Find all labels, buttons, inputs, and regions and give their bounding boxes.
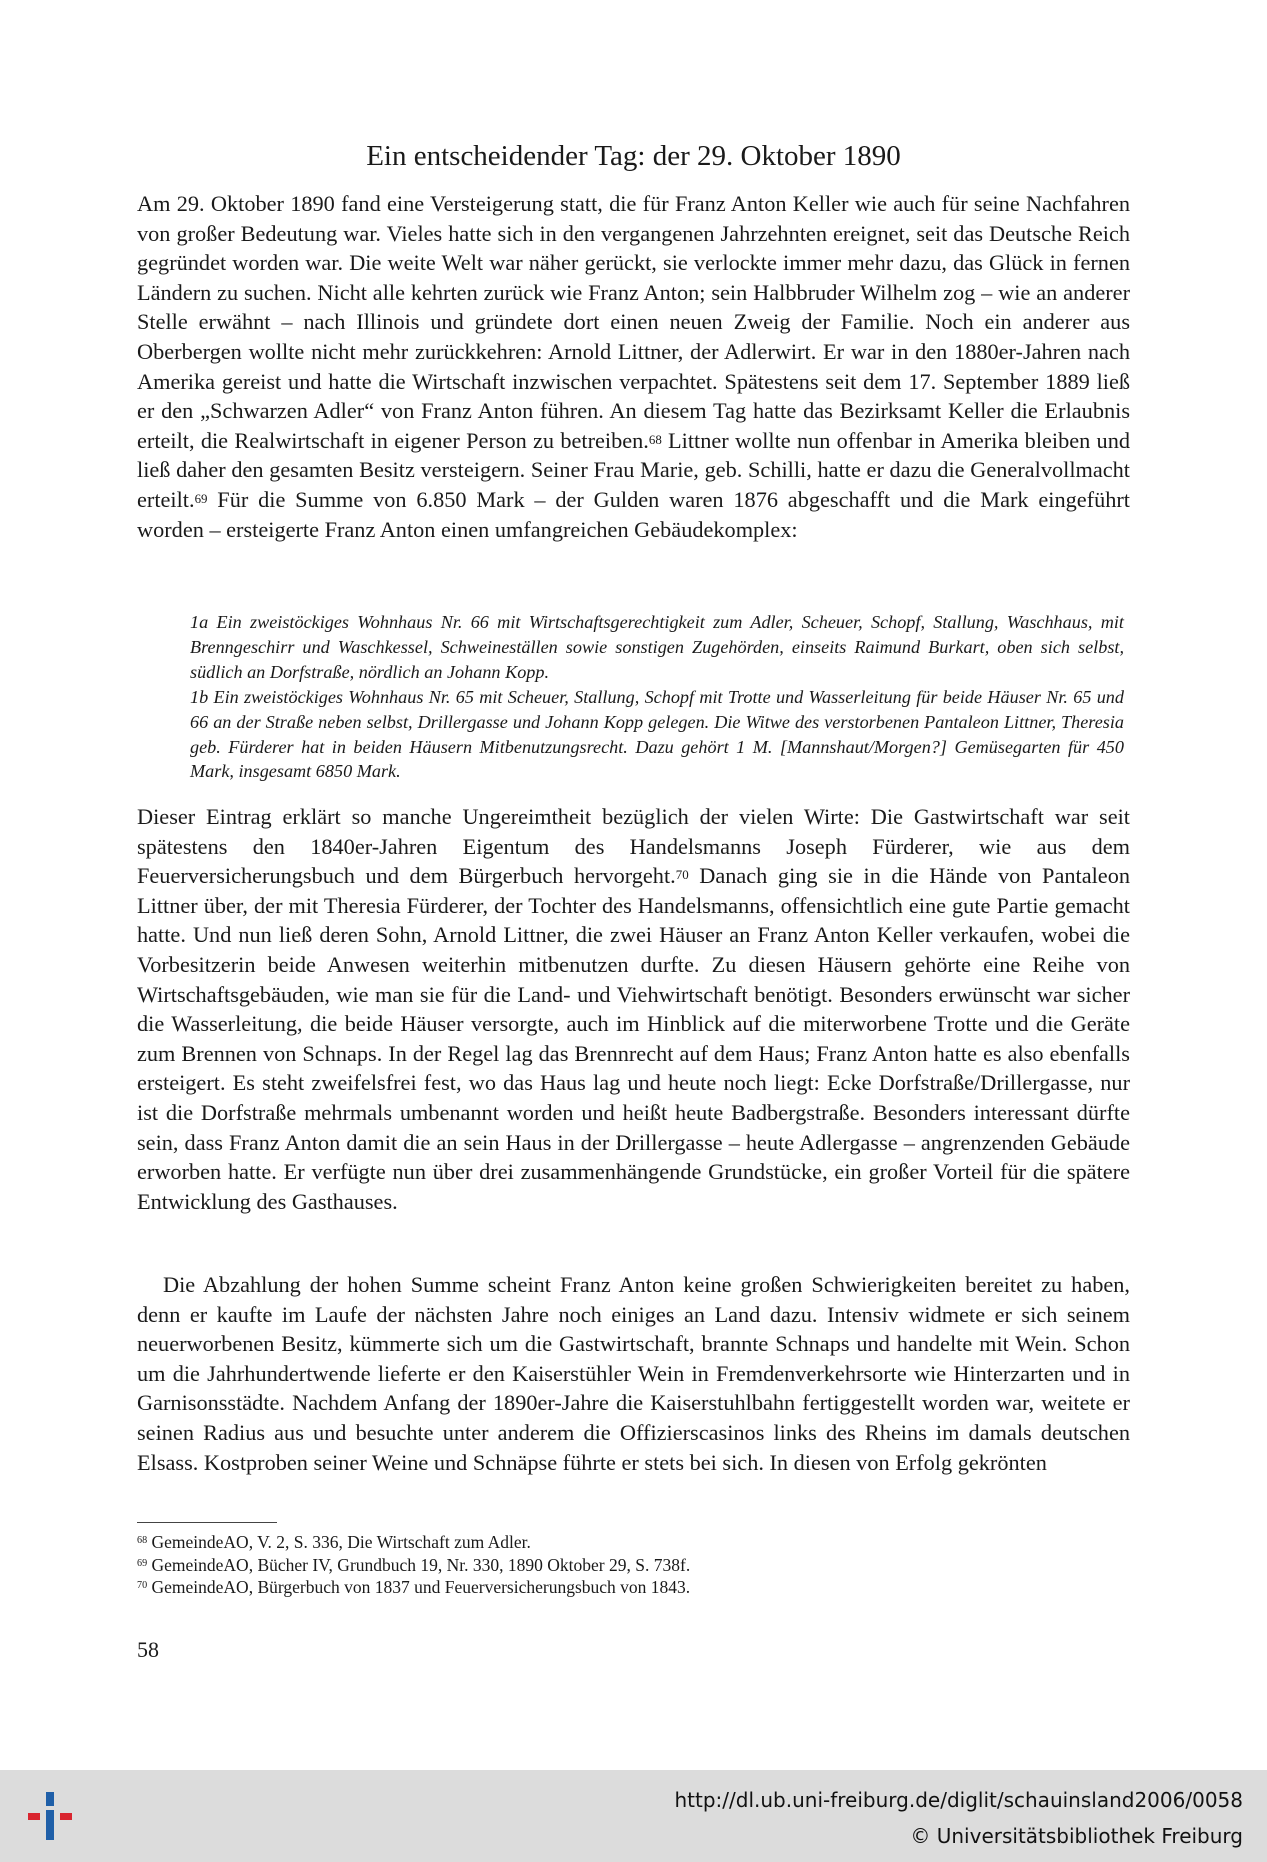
ub-freiburg-logo-icon (22, 1788, 82, 1844)
quote-item-1b: 1b Ein zweistöckiges Wohnhaus Nr. 65 mit Scheuer, Stallung, Schopf mit Trotte und Wasserleitung für beide Häuser Nr. 65 und 66 an der Straße neben selbst, Drillergasse und Johann Kopp gelegen. Die Witwe des verstorbenen Pantaleon Littner, Theresia geb. Fürderer hat in beiden Häusern Mitbenutzungsrecht. Dazu gehört 1 M. [Mannshaut/Morgen?] Gemüsegarten für 450 Mark, insgesamt 6850 Mark. (190, 686, 1124, 782)
footnote-divider (137, 1522, 277, 1523)
document-url-link[interactable]: http://dl.ub.uni-freiburg.de/diglit/schauinsland2006/0058 (674, 1788, 1243, 1812)
quote-item-1a: 1a Ein zweistöckiges Wohnhaus Nr. 66 mit Wirtschaftsgerechtigkeit zum Adler, Scheuer, Schopf, Stallung, Waschhaus, mit Brenngeschirr und Waschkessel, Schweineställen sowie sonstigen Zugehörden, einseits Raimund Burkart, oben sich selbst, südlich an Dorfstraße, nördlich an Johann Kopp. (190, 612, 1124, 682)
block-quote (190, 610, 1124, 784)
page-number: 58 (137, 1637, 159, 1662)
footnote-68 (137, 1531, 1130, 1554)
section-heading: Ein entscheidender Tag: der 29. Oktober 1890 (366, 140, 901, 172)
logo-bar-top (46, 1792, 54, 1806)
footnote-text: GemeindeAO, V. 2, S. 336, Die Wirtschaft zum Adler. (147, 1532, 531, 1552)
footnote-70 (137, 1576, 1130, 1599)
footnote-ref-69[interactable]: 69 (194, 490, 208, 506)
paragraph-1 (137, 189, 1130, 544)
footnote-text: GemeindeAO, Bürgerbuch von 1837 und Feuerversicherungsbuch von 1843. (147, 1577, 691, 1597)
footnotes (137, 1531, 1130, 1599)
footnote-number: 68 (137, 1535, 148, 1546)
logo-bar-left (28, 1813, 40, 1820)
footnote-69 (137, 1554, 1130, 1577)
logo-bar-right (60, 1813, 72, 1820)
footnote-ref-70[interactable]: 70 (675, 867, 689, 883)
paragraph-1-text-a: Am 29. Oktober 1890 fand eine Versteigerung statt, die für Franz Anton Keller wie auch für seine Nachfahren von großer Bedeutung war. Vieles hatte sich in den vergangenen Jahrzehnten ereignet, seit das Deutsche Reich gegründet worden war. Die weite Welt war näher gerückt, sie verlockte immer mehr dazu, das Glück in fernen Ländern zu suchen. Nicht alle kehrten zurück wie Franz Anton; sein Halbbruder Wilhelm zog – wie an anderer Stelle erwähnt – nach Illinois und gründete dort einen neuen Zweig der Familie. Noch ein anderer aus Oberbergen wollte nicht mehr zurückkehren: Arnold Littner, der Adlerwirt. Er war in den 1880er-Jahren nach Amerika gereist und hatte die Wirtschaft inzwischen verpachtet. Spätestens seit dem 17. September 1889 ließ er den „Schwarzen Adler“ von Franz Anton führen. An diesem Tag hatte das Bezirksamt Keller die Erlaubnis erteilt, die Realwirtschaft in eigener Person zu betreiben. (137, 191, 1130, 453)
paragraph-2 (137, 802, 1130, 1216)
footnote-text: GemeindeAO, Bücher IV, Grundbuch 19, Nr. 330, 1890 Oktober 29, S. 738f. (147, 1554, 691, 1575)
paragraph-2-text-a: Dieser Eintrag erklärt so manche Ungereimtheit bezüglich der vielen Wirte: Die Gastwirtschaft war seit spätestens den 1840er-Jahren Eigentum des Handelsmanns Joseph Fürderer, wie aus dem Feuerversicherungsbuch und dem Bürgerbuch hervorgeht. (137, 804, 1130, 889)
logo-bar-center (46, 1810, 54, 1840)
copyright-notice: © Universitätsbibliothek Freiburg (910, 1824, 1243, 1848)
paragraph-1-text-c: Für die Summe von 6.850 Mark – der Gulden waren 1876 abgeschafft und die Mark eingeführt worden – ersteigerte Franz Anton einen umfangreichen Gebäudekomplex: (137, 486, 1130, 542)
footnote-number: 70 (137, 1580, 148, 1591)
paragraph-3: Die Abzahlung der hohen Summe scheint Franz Anton keine großen Schwierigkeiten bereitet zu haben, denn er kaufte im Laufe der nächsten Jahre noch einiges an Land dazu. Intensiv widmete er sich seinem neuerworbenen Besitz, kümmerte sich um die Gastwirtschaft, brannte Schnaps und handelte mit Wein. Schon um die Jahrhundertwende lieferte er den Kaiserstühler Wein in Fremdenverkehrsorte wie Hinterzarten und in Garnisonsstädte. Nachdem Anfang der 1890er-Jahre die Kaiserstuhlbahn fertiggestellt worden war, weitete er seinen Radius aus und besuchte unter anderem die Offizierscasinos links des Rheins im damals deutschen Elsass. Kostproben seiner Weine und Schnäpse führte er stets bei sich. In diesen von Erfolg gekrönten (137, 1272, 1130, 1475)
paragraph-2-text-b: Danach ging sie in die Hände von Pantaleon Littner über, der mit Theresia Fürderer, der Tochter des Handelsmanns, offensichtlich eine gute Partie gemacht hatte. Und nun ließ deren Sohn, Arnold Littner, die zwei Häuser an Franz Anton Keller verkaufen, wobei die Vorbesitzerin beide Anwesen weiterhin mitbenutzen durfte. Zu diesen Häusern gehörte eine Reihe von Wirtschaftsgebäuden, wie man sie für die Land- und Viehwirtschaft benötigt. Besonders erwünscht war sicher die Wasserleitung, die beide Häuser versorgte, auch im Hinblick auf die miterworbene Trotte und die Geräte zum Brennen von Schnaps. In der Regel lag das Brennrecht auf dem Haus; Franz Anton hatte es also ebenfalls ersteigert. Es steht zweifelsfrei fest, wo das Haus lag und heute noch liegt: Ecke Dorfstraße/Drillergasse, nur ist die Dorfstraße mehrmals umbenannt worden und heißt heute Badbergstraße. Besonders interessant dürfte sein, dass Franz Anton damit die an sein Haus in der Drillergasse – heute Adlergasse – angrenzenden Gebäude erworben hatte. Er verfügte nun über drei zusammenhängende Grundstücke, ein großer Vorteil für die spätere Entwicklung des Gasthauses. (137, 863, 1130, 1214)
viewer-footer-bar (0, 1770, 1267, 1862)
footnote-number: 69 (137, 1557, 148, 1569)
paragraph-1-text-b: Littner wollte nun offenbar in Amerika bleiben und ließ daher den gesamten Besitz versteigern. Seiner Frau Marie, geb. Schilli, hatte er dazu die Generalvollmacht erteilt. (137, 427, 1131, 512)
footnote-ref-68[interactable]: 68 (648, 431, 662, 447)
